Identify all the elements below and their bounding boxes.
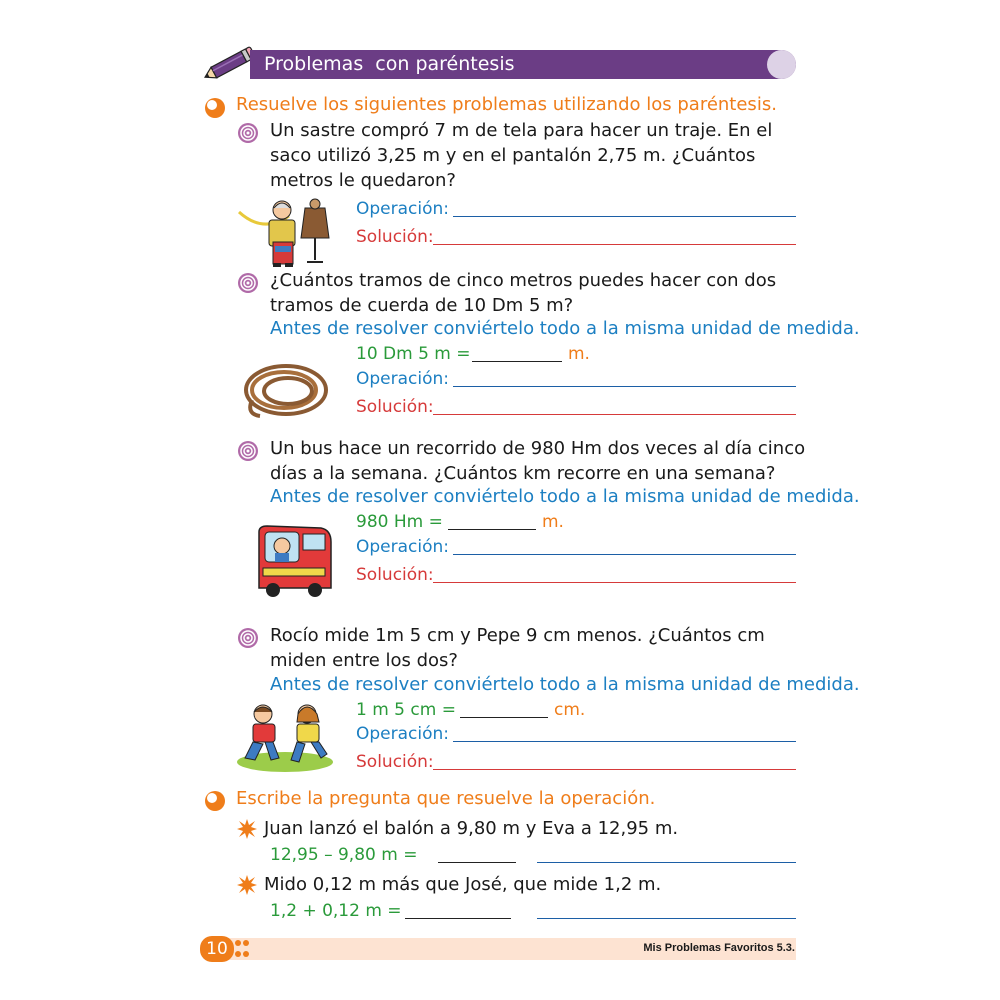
spiral-bullet-icon <box>237 627 259 649</box>
solution-answer-line[interactable] <box>433 582 796 583</box>
page-number: 10 <box>200 936 234 962</box>
solution-answer-line[interactable] <box>433 414 796 415</box>
section1-instruction: Resuelve los siguientes problemas utilizando los paréntesis. <box>236 94 777 115</box>
paw-decoration-icon <box>232 938 252 960</box>
solution-label: Solución: <box>356 565 434 585</box>
problem-3-text: Un bus hace un recorrido de 980 Hm dos veces al día cinco días a la semana. ¿Cuántos km recorre en una semana? <box>270 438 806 484</box>
solution-answer-line[interactable] <box>433 769 796 770</box>
result-answer-line[interactable] <box>405 918 511 919</box>
solution-label: Solución: <box>356 397 434 417</box>
problem-1-text: Un sastre compró 7 m de tela para hacer un traje. En el saco utilizó 3,25 m y en el pantalón 2,75 m. ¿Cuántos metros le quedaron? <box>270 120 773 191</box>
question-answer-line[interactable] <box>537 918 796 919</box>
conversion-expression: 1 m 5 cm = <box>356 700 456 720</box>
conversion-unit: m. <box>542 512 564 532</box>
result-answer-line[interactable] <box>438 862 516 863</box>
conversion-expression: 980 Hm = <box>356 512 443 532</box>
conversion-answer-line[interactable] <box>460 717 548 718</box>
spiral-bullet-icon <box>237 272 259 294</box>
conversion-answer-line[interactable] <box>472 361 562 362</box>
section-bullet-icon <box>204 97 226 119</box>
operation-label: Operación: <box>356 369 450 389</box>
operation-answer-line[interactable] <box>453 554 796 555</box>
spiral-bullet-icon <box>237 122 259 144</box>
book-title: Mis Problemas Favoritos 5.3. <box>643 942 795 954</box>
spiral-bullet-icon <box>237 440 259 462</box>
bus-illustration <box>255 522 335 602</box>
operation-label: Operación: <box>356 537 450 557</box>
conversion-expression: 10 Dm 5 m = <box>356 344 471 364</box>
solution-answer-line[interactable] <box>433 244 796 245</box>
section-bullet-icon <box>204 790 226 812</box>
statement-2: Mido 0,12 m más que José, que mide 1,2 m. <box>264 874 662 895</box>
operation-answer-line[interactable] <box>453 741 796 742</box>
section2-instruction: Escribe la pregunta que resuelve la operación. <box>236 788 656 809</box>
operation-answer-line[interactable] <box>453 386 796 387</box>
operation-label: Operación: <box>356 199 450 219</box>
question-answer-line[interactable] <box>537 862 796 863</box>
conversion-note: Antes de resolver conviértelo todo a la misma unidad de medida. <box>270 486 860 507</box>
conversion-note: Antes de resolver conviértelo todo a la misma unidad de medida. <box>270 674 860 695</box>
title-bar-cap <box>767 50 796 79</box>
operation-answer-line[interactable] <box>453 216 796 217</box>
problem-2-text: ¿Cuántos tramos de cinco metros puedes hacer con dos tramos de cuerda de 10 Dm 5 m? <box>270 270 777 316</box>
statement-1: Juan lanzó el balón a 9,80 m y Eva a 12,95 m. <box>264 818 679 839</box>
conversion-note: Antes de resolver conviértelo todo a la misma unidad de medida. <box>270 318 860 339</box>
title-bar <box>250 50 796 79</box>
solution-label: Solución: <box>356 752 434 772</box>
expression-2: 1,2 + 0,12 m = <box>270 901 402 921</box>
operation-label: Operación: <box>356 724 450 744</box>
conversion-answer-line[interactable] <box>448 529 536 530</box>
pencil-icon <box>198 42 258 88</box>
expression-1: 12,95 – 9,80 m = <box>270 845 418 865</box>
tailor-illustration <box>233 194 343 268</box>
children-illustration <box>235 700 335 774</box>
splat-bullet-icon <box>236 874 258 896</box>
rope-illustration <box>242 360 332 420</box>
splat-bullet-icon <box>236 818 258 840</box>
problem-4-text: Rocío mide 1m 5 cm y Pepe 9 cm menos. ¿Cuántos cm miden entre los dos? <box>270 625 765 671</box>
page-title: Problemas con paréntesis <box>264 53 515 75</box>
conversion-unit: cm. <box>554 700 586 720</box>
conversion-unit: m. <box>568 344 590 364</box>
solution-label: Solución: <box>356 227 434 247</box>
